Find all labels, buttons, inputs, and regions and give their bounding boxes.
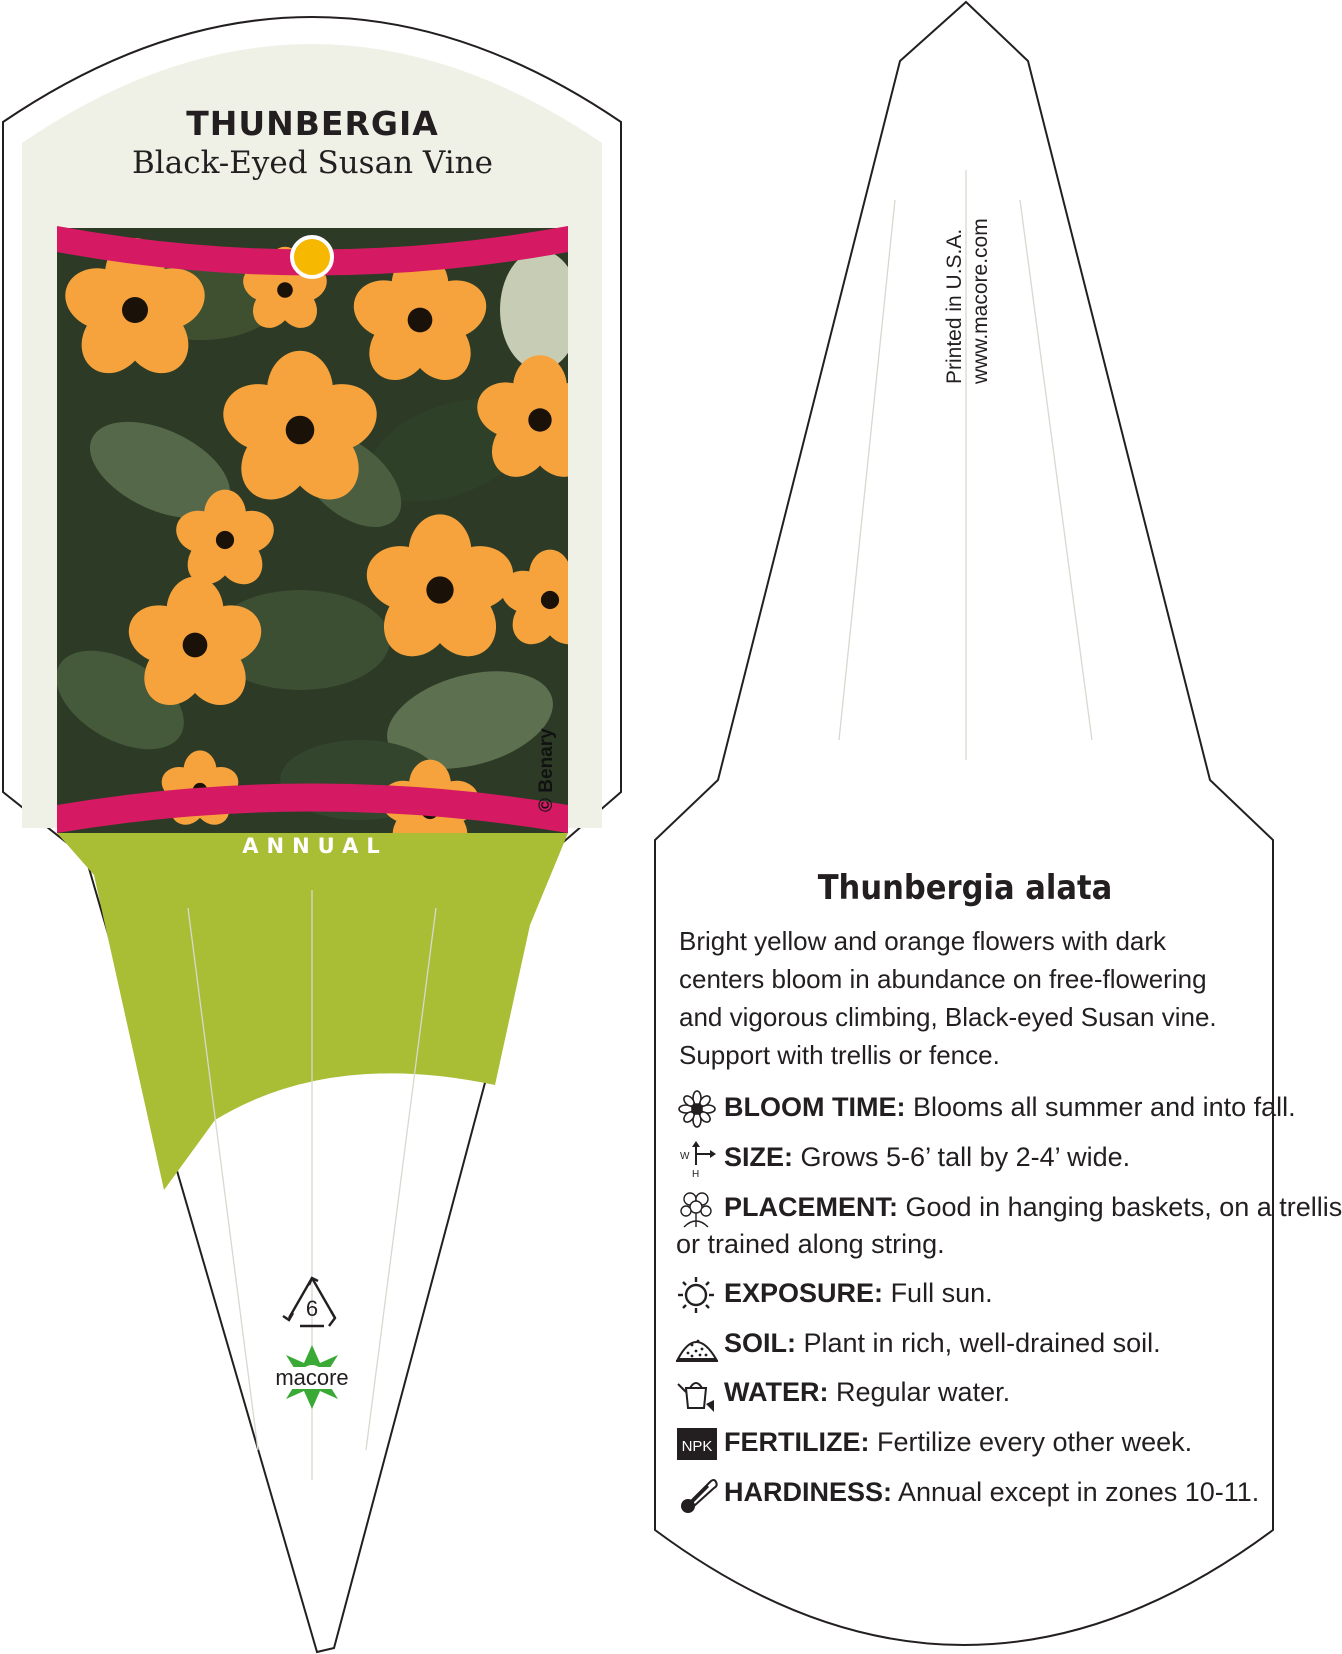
size-arrows-icon bbox=[676, 1139, 718, 1179]
attr-value: Blooms all summer and into fall. bbox=[913, 1092, 1296, 1122]
attr-label: EXPOSURE: bbox=[724, 1278, 884, 1308]
attr-label: FERTILIZE: bbox=[724, 1427, 870, 1457]
attr-label: SIZE: bbox=[724, 1142, 794, 1172]
flower-cluster-icon bbox=[676, 1189, 718, 1229]
svg-text:W: W bbox=[680, 1151, 690, 1162]
attr-water bbox=[676, 1374, 1256, 1411]
plant-common-name: Black-Eyed Susan Vine bbox=[132, 145, 493, 181]
attr-value: Regular water. bbox=[836, 1377, 1011, 1407]
attr-value: Plant in rich, well-drained soil. bbox=[803, 1328, 1161, 1358]
attr-hardiness bbox=[676, 1474, 1260, 1511]
photo-credit: © Benary bbox=[536, 728, 557, 812]
attr-value: Annual except in zones 10-11. bbox=[898, 1477, 1260, 1507]
attr-exposure bbox=[676, 1275, 1256, 1312]
svg-text:H: H bbox=[692, 1169, 700, 1180]
watering-can-icon bbox=[676, 1374, 718, 1414]
attr-label: BLOOM TIME: bbox=[724, 1092, 906, 1122]
attr-size bbox=[676, 1139, 1256, 1180]
flower-icon bbox=[676, 1089, 718, 1129]
attr-label: HARDINESS: bbox=[724, 1477, 893, 1507]
attr-value: Grows 5-6’ tall by 2-4’ wide. bbox=[800, 1142, 1131, 1172]
scientific-name: Thunbergia alata bbox=[817, 868, 1113, 908]
attr-value: Full sun. bbox=[890, 1278, 993, 1308]
attr-label: PLACEMENT: bbox=[724, 1192, 898, 1222]
attr-placement bbox=[676, 1189, 1342, 1263]
soil-mound-icon bbox=[676, 1325, 718, 1365]
plant-description: Bright yellow and orange flowers with dark centers bloom in abundance on free-flowering and vigorous climbing, Black-eyed Susan vine. Support with trellis or fence. bbox=[679, 926, 1217, 1070]
category-label: ANNUAL bbox=[242, 834, 388, 858]
print-info bbox=[942, 218, 994, 384]
attr-bloom-time bbox=[676, 1089, 1296, 1126]
recycle-number: 6 bbox=[305, 1296, 319, 1321]
attr-value: Fertilize every other week. bbox=[877, 1427, 1193, 1457]
website-text: www.macore.com bbox=[969, 218, 992, 384]
npk-icon bbox=[676, 1424, 718, 1464]
printed-in-text: Printed in U.S.A. bbox=[943, 228, 966, 384]
attr-soil bbox=[676, 1325, 1256, 1362]
svg-text:NPK: NPK bbox=[681, 1438, 713, 1455]
thermometer-icon bbox=[676, 1474, 718, 1514]
attr-fertilize bbox=[676, 1424, 1256, 1461]
sun-icon bbox=[676, 1275, 718, 1315]
attr-value-continued: or trained along string. bbox=[676, 1229, 945, 1259]
plant-title: THUNBERGIA bbox=[186, 104, 439, 143]
attr-value: Good in hanging baskets, on a trellis bbox=[905, 1192, 1342, 1222]
attr-label: SOIL: bbox=[724, 1328, 796, 1358]
attr-label: WATER: bbox=[724, 1377, 829, 1407]
brand-logo-text: macore bbox=[275, 1365, 349, 1390]
